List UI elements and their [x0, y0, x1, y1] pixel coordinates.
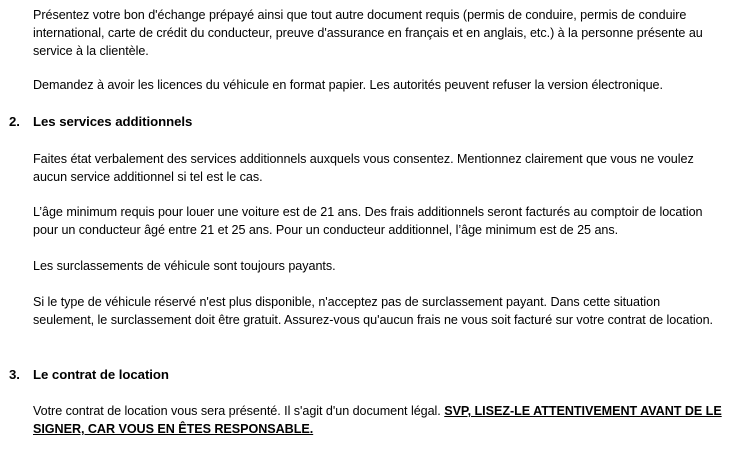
paragraph-verbal-services: Faites état verbalement des services additionnels auxquels vous consentez. Mentionnez clairement que vous ne voulez aucun service additionnel si tel est le cas.	[33, 152, 694, 184]
heading-additional-services	[9, 113, 192, 131]
contract-text: Votre contrat de location vous sera présenté. Il s'agit d'un document légal.	[33, 404, 445, 418]
heading-number: 3.	[9, 367, 20, 382]
paragraph-vehicle-licences: Demandez à avoir les licences du véhicule en format papier. Les autorités peuvent refuser la version électronique.	[33, 78, 663, 92]
heading-rental-contract	[9, 366, 169, 384]
contract-warning: SVP, LISEZ-LE ATTENTIVEMENT AVANT DE LE SIGNER, CAR VOUS EN ÊTES RESPONSABLE.	[33, 404, 722, 436]
paragraph-minimum-age: L’âge minimum requis pour louer une voiture est de 21 ans. Des frais additionnels seront facturés au comptoir de location pour un conducteur âgé entre 21 et 25 ans. Pour un conducteur additionnel, l’âge minimum est de 25 ans.	[33, 205, 703, 237]
paragraph-rental-contract	[33, 402, 723, 438]
heading-title: Les services additionnels	[33, 114, 193, 129]
paragraph-present-documents: Présentez votre bon d'échange prépayé ainsi que tout autre document requis (permis de conduire, permis de conduire international, carte de crédit du conducteur, preuve d'assurance en français et en anglais, etc.) à la personne présente au service à la clientèle.	[33, 8, 703, 58]
paragraph-vehicle-unavailable: Si le type de véhicule réservé n'est plus disponible, n'acceptez pas de surclassement payant. Dans cette situation seulement, le surclassement doit être gratuit. Assurez-vous qu'aucun frais ne vous soit facturé sur votre contrat de location.	[33, 295, 714, 327]
heading-title: Le contrat de location	[33, 367, 169, 382]
paragraph-upgrades-paid: Les surclassements de véhicule sont toujours payants.	[33, 259, 336, 273]
partially-visible-line	[33, 452, 723, 470]
heading-number: 2.	[9, 114, 20, 129]
